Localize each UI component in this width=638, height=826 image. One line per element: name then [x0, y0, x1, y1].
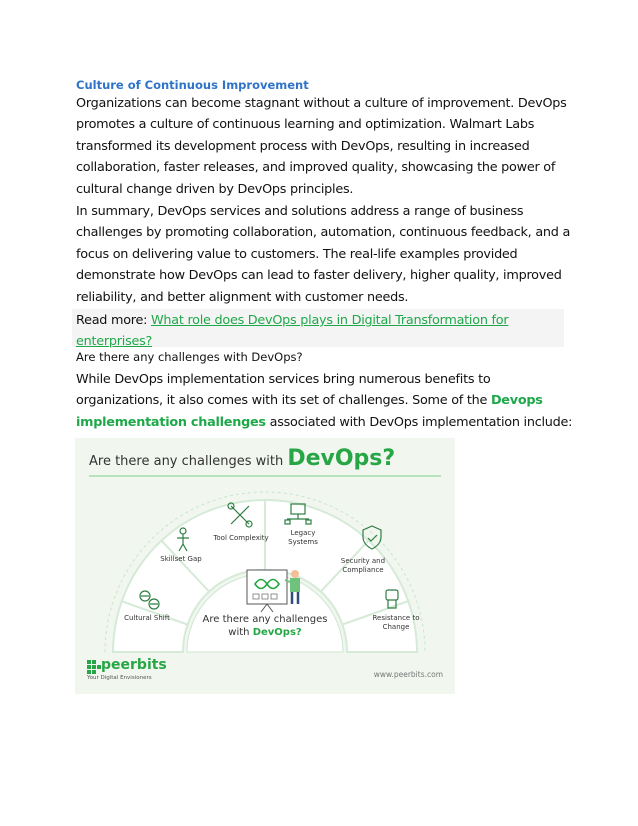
read-more-line: [76, 310, 576, 353]
challenges-intro-start: While DevOps implementation services bring numerous benefits to organizations, it also comes with its set of challenges. Some of the: [76, 372, 491, 409]
peerbits-logo-icon: [87, 660, 101, 674]
infographic-title-prefix: Are there any challenges with: [89, 454, 288, 469]
center-line2: [193, 627, 337, 640]
label-cultural-shift: Cultural Shift: [124, 614, 170, 622]
arc-diagram: [75, 438, 455, 694]
center-line1: Are there any challenges: [202, 614, 328, 625]
label-tool-complexity: Tool Complexity: [213, 534, 269, 542]
brand-tagline: Your Digital Envisioners: [87, 675, 152, 681]
center-question: [193, 614, 337, 639]
section-heading: Culture of Continuous Improvement: [76, 78, 309, 92]
website-url: www.peerbits.com: [373, 670, 443, 679]
challenges-intro-end: associated with DevOps implementation include:: [265, 414, 573, 430]
paragraph-summary: In summary, DevOps services and solutions address a range of business challenges by promoting collaboration, automation, continuous feedback, and a focus on delivering value to customers. The real-life examples provided demonstrate how DevOps can lead to faster delivery, higher quality, improved reliability, and better alignment with customer needs.: [76, 204, 571, 305]
label-skillset-gap: Skillset Gap: [160, 555, 202, 563]
read-more-link[interactable]: What role does DevOps plays in Digital Transformation for enterprises?: [76, 313, 509, 350]
devops-challenges-infographic: [75, 438, 455, 694]
label-legacy-systems: Legacy Systems: [288, 529, 318, 546]
challenges-highlight: Devops implementation challenges: [76, 393, 543, 430]
challenges-question: Are there any challenges with DevOps?: [76, 350, 303, 364]
center-line2-prefix: with: [228, 626, 253, 638]
infographic-title-highlight: DevOps?: [287, 446, 396, 471]
center-line2-highlight: DevOps?: [252, 626, 302, 638]
read-more-prefix: Read more:: [76, 313, 151, 328]
brand-name: peerbits: [101, 657, 167, 673]
label-resistance-change: Resistance to Change: [372, 614, 420, 631]
challenges-intro: [76, 369, 576, 433]
paragraph-walmart: Organizations can become stagnant without a culture of improvement. DevOps promotes a culture of continuous learning and optimization. Walmart Labs transformed its development process with DevOps, resulting in increased collaboration, faster releases, and improved quality, showcasing the power of cultural change driven by DevOps principles.: [76, 96, 567, 197]
label-security-compliance: Security and Compliance: [340, 557, 386, 574]
